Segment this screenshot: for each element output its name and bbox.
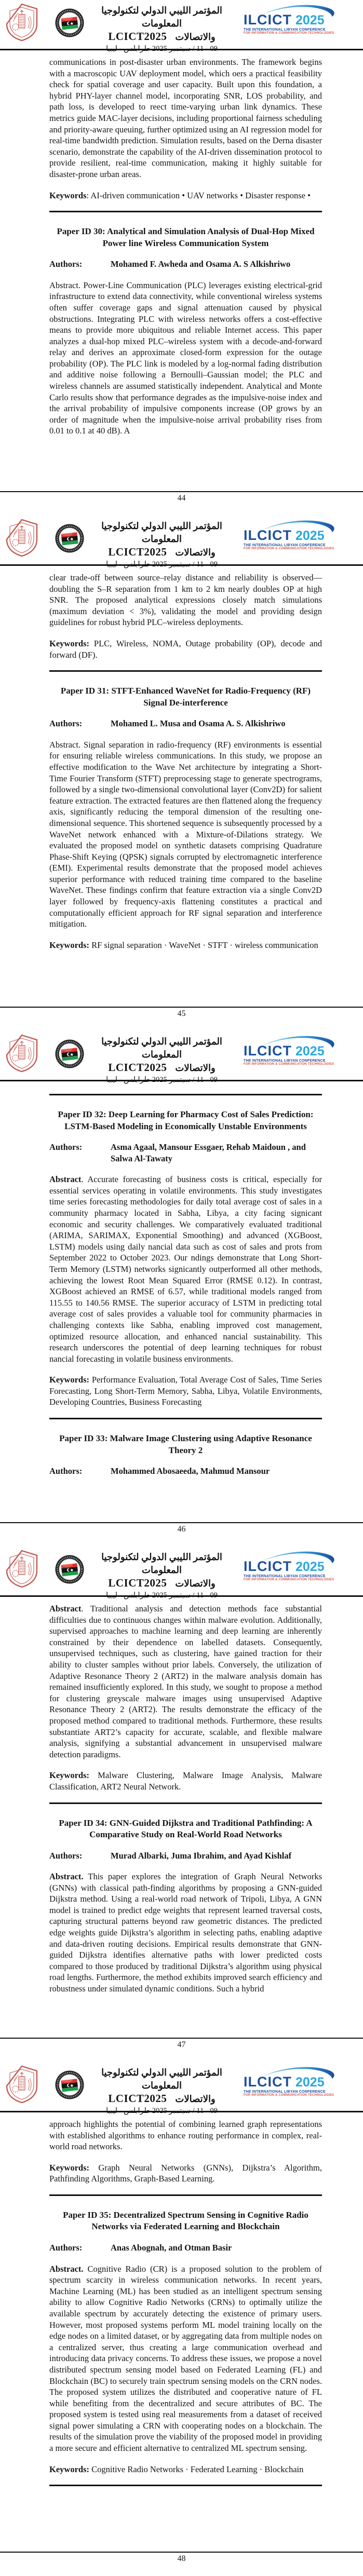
conference-title-line2 bbox=[84, 2092, 239, 2105]
abstract-text: Signal separation in radio-frequency (RF) environments is essential for ensuring reliable wireless communications. In this study, we propose an effective modification to the Wave Net architecture by integrating a Short-Time Fourier Transform (STFT) preprocessing stage to generate spectrograms, followed by a single two-dimensional convolutional layer (Conv2D) for salient feature extraction. The extracted features are then flattened along the frequency axis, significantly reducing the temporal dimension of the resulting one-dimensional sequence. This shortened sequence is subsequently processed by a WaveNet network enhanced with a Mixture-of-Dilations strategy. We evaluated the proposed model on synthetic datasets comprising Quadrature Phase-Shift Keying (QPSK) signals corrupted by electromagnetic interference (EMI). Experimental results demonstrate that the proposed model achieves superior performance with reduced training time compared to the baseline WaveNet. These findings confirm that feature extraction via a single Conv2D layer followed by frequency-axis flattening constitutes a practical and computationally efficient approach for RF signal separation and interference mitigation. bbox=[49, 739, 322, 929]
conference-title-arabic-line1: المؤتمر الليبي الدولي لتكنولوجيا المعلومات bbox=[101, 1552, 222, 1575]
paper-title: Paper ID 33: Malware Image Clustering using Adaptive Resonance Theory 2 bbox=[59, 1433, 312, 1455]
body-paragraph: clear trade-off between source–relay distance and reliability is observed—doubling the S–R separation from 1 km to 2 km nearly doubles OP at high SNR. The proposed analytical expressions closely match simulations (maximum deviation < 3%), validating the model and providing design guidelines for robust hybrid PLC–wireless deployments. bbox=[49, 573, 322, 628]
ilcict-tagline-2: FOR INFORMATION & COMMUNICATION TECHNOLOGIES bbox=[244, 1578, 334, 1581]
paper-title: Paper ID 30: Analytical and Simulation Analysis of Dual-Hop Mixed Power line Wireless Communication System bbox=[57, 226, 315, 248]
keywords-label: Keywords: bbox=[49, 940, 89, 950]
keywords-paragraph bbox=[49, 190, 322, 201]
abstract-paragraph bbox=[49, 280, 322, 437]
keywords-text: Malware Clustering, Malware Image Analysis, Malware Classification, ART2 Neural Network. bbox=[49, 1770, 322, 1792]
conference-header bbox=[0, 1031, 363, 1084]
abstract-text: . Traditional analysis and detection methods face substantial difficulties due to continuous changes within malware evolution. Additionally, supervised approaches to machine learning and deep learning are inherently constrained by their dependence on labelled datasets. Consequently, unsupervised techniques, such as clustering, have gained traction for their ability to cluster samples without prior labels. Conversely, the utilization of Adaptive Resonance Theory 2 (ART2) in the malware analysis domain has remained insufficiently explored. In this study, we sought to propose a method for clustering greyscale malware images using unsupervised Adaptive Resonance Theory 2 (ART2). The results demonstrate the efficacy of the proposed method compared to traditional methods. Furthermore, these results substantiate ART2’s capacity for accurate, scalable, and flexible malware analysis, signifying a substantial advancement in unsupervised malware detection paradigms. bbox=[49, 1604, 322, 1759]
page-footer bbox=[0, 1007, 363, 1031]
abstract-text: Cognitive Radio (CR) is a proposed solution to the problem of spectrum scarcity in wireless communication networks. In recent years, Machine Learning (ML) has been studied as an intelligent spectrum sensing ability to allow Cognitive Radio Networks (CRNs) to optimally utilize the available spectrum by accurately detecting the existence of primary users. However, most proposed systems perform ML model training locally on the edge nodes on a limited dataset, or by aggregating data from multiple nodes on a centralized server, thus creating a large communication overhead and introducing data privacy concerns. To address these issues, we propose a novel distributed spectrum sensing model based on Federated Learning (FL) and Blockchain (BC) to securely train spectrum sensing models on the CRN nodes. The proposed system utilizes the distributed and cooperative nature of FL while benefiting from the decentralized and secure attributes of BC. The proposed system is tested using real measurements from a dataset of received signal power simulating a CRN with cooperating nodes on a blockchain. The results of the simulation prove the viability of the proposed model in providing a more secure and efficient alternative to centralized ML spectrum sensing. bbox=[49, 2263, 322, 2453]
authors-label: Authors: bbox=[49, 2242, 83, 2253]
abstract-label: Abstract. bbox=[49, 739, 81, 750]
ilcict-tagline-2: FOR INFORMATION & COMMUNICATION TECHNOLOGIES bbox=[244, 547, 334, 550]
ilcict-swoosh-icon bbox=[254, 1035, 347, 1048]
keywords-label: Keywords: bbox=[49, 2162, 89, 2173]
conference-date: 09 - 11 / سبتمبر 2025 طرابلس - ليبيا bbox=[106, 560, 218, 568]
authors-label: Authors: bbox=[49, 718, 83, 729]
conference-title-arabic-line2: والاتصالات bbox=[175, 2094, 216, 2104]
conference-title-arabic-line2: والاتصالات bbox=[175, 32, 216, 42]
page-number: 48 bbox=[177, 2554, 186, 2563]
abstract-paragraph bbox=[49, 739, 322, 930]
keywords-paragraph bbox=[49, 940, 322, 951]
conference-title-arabic-line1: المؤتمر الليبي الدولي لتكنولوجيا المعلومات bbox=[101, 521, 222, 544]
keywords-label: Keywords: bbox=[49, 1375, 89, 1385]
authors-row bbox=[49, 1142, 322, 1164]
libya-flag-circle-logo bbox=[55, 524, 84, 553]
body-paragraph: approach highlights the potential of combining learned graph representations with established algorithms to enhance routing performance in complex, real-world road networks. bbox=[49, 2119, 322, 2152]
conference-title-block bbox=[84, 1034, 239, 1084]
university-shield-logo bbox=[5, 1550, 38, 1588]
ilcict-tagline-1: THE INTERNATIONAL LIBYAN CONFERENCE bbox=[244, 544, 326, 547]
page-46 bbox=[0, 1031, 363, 1547]
conference-title-arabic-line1: المؤتمر الليبي الدولي لتكنولوجيا المعلومات bbox=[101, 1036, 222, 1060]
conference-code: LCICT2025 bbox=[108, 1061, 167, 1074]
paper-separator bbox=[49, 1094, 322, 1095]
ilcict-year: 2025 bbox=[295, 13, 325, 28]
paper-title: Paper ID 35: Decentralized Spectrum Sensing in Cognitive Radio Networks via Federated Learning and Blockchain bbox=[63, 2209, 308, 2232]
abstract-label: Abstract bbox=[49, 1604, 82, 1614]
ilcict-name: ILCICT bbox=[244, 1558, 292, 1574]
authors-label: Authors: bbox=[49, 259, 83, 269]
abstract-label: Abstract. bbox=[49, 2263, 84, 2274]
abstract-text: . Accurate forecasting of business costs is critical, especially for essential services operating in volatile environments. This study investigates time series forecasting methodologies for daily total average cost of sales in a community pharmacy located in Sabha, Libya, a city facing signicant economic and security challenges. We comparatively evaluated traditional (ARIMA, SARIMAX, Exponential Smoothing) and advanced (XGBoost, LSTM) models using daily nancial data such as cost of sales and prots from September 2022 to October 2023. Our ndings demonstrate that Long Short-Term Memory (LSTM) networks signicantly outperformed all other methods, achieving the lowest Root Mean Squared Error (RMSE 0.12). In contrast, XGBoost achieved an RMSE of 6.57, while traditional models ranged from 115.55 to 140.56 RMSE. The superior accuracy of LSTM in predicting total average cost of sales provides a valuable tool for community pharmacies in challenging contexts like Sabha, enabling improved cost management, optimized resource allocation, and enhanced nancial sustainability. This research underscores the potential of deep learning techniques for robust nancial forecasting in volatile business environments. bbox=[49, 1174, 322, 1364]
conference-title-arabic-line2: والاتصالات bbox=[175, 547, 216, 558]
conference-title-line2 bbox=[84, 546, 239, 559]
conference-date: 09 - 11 / سبتمبر 2025 طرابلس - ليبيا bbox=[106, 2107, 218, 2115]
paper-title: Paper ID 32: Deep Learning for Pharmacy Cost of Sales Prediction: LSTM-Based Modeling in Economically Unstable Environments bbox=[58, 1109, 314, 1131]
keywords-label: Keywords bbox=[49, 190, 87, 200]
page-content bbox=[0, 50, 363, 446]
conference-title-block bbox=[84, 1550, 239, 1600]
keywords-paragraph bbox=[49, 638, 322, 660]
paper-title: Paper ID 31: STFT-Enhanced WaveNet for Radio-Frequency (RF) Signal De-interference bbox=[60, 686, 311, 708]
authors-names: Anas Abognah, and Otman Basir bbox=[111, 2242, 232, 2253]
ilcict-tagline-2: FOR INFORMATION & COMMUNICATION TECHNOLOGIES bbox=[244, 32, 334, 35]
authors-names: Mohamed F. Awheda and Osama A. S Alkishriwo bbox=[111, 259, 291, 269]
page-47 bbox=[0, 1547, 363, 2062]
conference-header bbox=[0, 1547, 363, 1597]
libya-flag-circle-logo bbox=[55, 8, 84, 37]
ilcict-year: 2025 bbox=[295, 1044, 325, 1059]
page-45 bbox=[0, 516, 363, 1031]
conference-title-arabic-line1: المؤتمر الليبي الدولي لتكنولوجيا المعلومات bbox=[101, 2067, 222, 2091]
ilcict-tagline-1: THE INTERNATIONAL LIBYAN CONFERENCE bbox=[244, 28, 326, 32]
authors-row bbox=[49, 1850, 322, 1862]
keywords-text: RF signal separation · WaveNet · STFT · wireless communication bbox=[89, 940, 318, 950]
authors-names: Murad Albarki, Juma Ibrahim, and Ayad Kishlaf bbox=[111, 1850, 292, 1861]
page-content bbox=[0, 566, 363, 960]
conference-code: LCICT2025 bbox=[108, 1577, 167, 1589]
authors-row bbox=[49, 718, 322, 729]
body-paragraph: communications in post-disaster urban environments. The framework begins with a macroscopic UAV deployment model, which oers a practical feasibility check for spatial coverage and user capacity. Built upon this foundation, a hybrid PHY-layer channel model, incorporating SNR, LOS probability, and path loss, is developed to reect time-varying urban link dynamics. These metrics guide MAC-layer decisions, including proportional fairness scheduling and priority-aware queuing, further optimized using an AI regression model for real-time bandwidth prediction. Simulation results, based on the Derna disaster scenario, demonstrate the capability of the AI-driven dissemination protocol to provide resilient, real-time communication, making it highly suitable for disaster-prone urban areas. bbox=[49, 57, 322, 179]
keywords-paragraph bbox=[49, 2162, 322, 2185]
conference-title-block bbox=[84, 3, 239, 53]
abstract-paragraph bbox=[49, 1603, 322, 1760]
page-44 bbox=[0, 0, 363, 516]
page-number: 44 bbox=[177, 494, 186, 503]
keywords-text: PLC, Wireless, NOMA, Outage probability (OP), decode and forward (DF). bbox=[49, 638, 322, 660]
keywords-label: Keywords: bbox=[49, 2464, 89, 2474]
keywords-text: Graph Neural Networks (GNNs), Dijkstra’s Algorithm, Pathfinding Algorithms, Graph-Based Learning. bbox=[49, 2162, 322, 2184]
page-footer bbox=[0, 2038, 363, 2062]
university-shield-logo bbox=[5, 1034, 38, 1073]
ilcict-tagline-2: FOR INFORMATION & COMMUNICATION TECHNOLOGIES bbox=[244, 1063, 334, 1066]
libya-flag-circle-logo bbox=[55, 2070, 84, 2099]
university-shield-logo bbox=[5, 2065, 38, 2104]
authors-label: Authors: bbox=[49, 1466, 83, 1476]
page-footer bbox=[0, 491, 363, 516]
conference-date: 09 - 11 / سبتمبر 2025 طرابلس - ليبيا bbox=[106, 1076, 218, 1084]
ilcict-logo bbox=[239, 3, 360, 35]
conference-title-line2 bbox=[84, 1061, 239, 1074]
abstract-paragraph bbox=[49, 1174, 322, 1364]
keywords-label: Keywords: bbox=[49, 638, 89, 648]
conference-date: 09 - 11 / سبتمبر 2025 طرابلس - ليبيا bbox=[106, 45, 218, 53]
authors-names: Mohammed Abosaeeda, Mahmud Mansour bbox=[111, 1466, 270, 1476]
page-footer bbox=[0, 1522, 363, 1547]
ilcict-name: ILCICT bbox=[244, 2074, 292, 2090]
conference-header bbox=[0, 0, 363, 53]
page-content bbox=[0, 2112, 363, 2500]
university-shield-logo bbox=[5, 3, 38, 42]
page-footer bbox=[0, 2552, 363, 2576]
abstract-paragraph bbox=[49, 1871, 322, 1995]
authors-row bbox=[49, 2242, 322, 2254]
ilcict-name: ILCICT bbox=[244, 12, 292, 28]
page-number: 45 bbox=[177, 1009, 186, 1018]
paper-separator bbox=[49, 2485, 322, 2486]
ilcict-swoosh-icon bbox=[254, 4, 347, 17]
conference-title-arabic-line1: المؤتمر الليبي الدولي لتكنولوجيا المعلومات bbox=[101, 5, 222, 29]
ilcict-swoosh-icon bbox=[254, 519, 347, 533]
ilcict-year: 2025 bbox=[295, 2075, 325, 2090]
conference-title-line2 bbox=[84, 30, 239, 43]
authors-label: Authors: bbox=[49, 1850, 83, 1861]
ilcict-swoosh-icon bbox=[254, 1550, 347, 1564]
ilcict-name: ILCICT bbox=[244, 527, 292, 543]
paper-separator bbox=[49, 670, 322, 672]
page-48 bbox=[0, 2062, 363, 2576]
ilcict-tagline-1: THE INTERNATIONAL LIBYAN CONFERENCE bbox=[244, 1059, 326, 1063]
keywords-label: Keywords: bbox=[49, 1770, 89, 1781]
conference-code: LCICT2025 bbox=[108, 2092, 167, 2105]
libya-flag-circle-logo bbox=[55, 1555, 84, 1584]
ilcict-tagline-2: FOR INFORMATION & COMMUNICATION TECHNOLOGIES bbox=[244, 2094, 334, 2097]
ilcict-tagline-1: THE INTERNATIONAL LIBYAN CONFERENCE bbox=[244, 2090, 326, 2094]
keywords-text: Performance Evaluation, Total Average Cost of Sales, Time Series Forecasting, Long Short-Term Memory, Sabha, Libya, Volatile Environments, Developing Countries, Business Forecasting bbox=[49, 1375, 322, 1407]
page-content bbox=[0, 1081, 363, 1487]
page-number: 47 bbox=[177, 2040, 186, 2049]
abstract-paragraph bbox=[49, 2263, 322, 2454]
abstract-text: Power-Line Communication (PLC) leverages existing electrical-grid infrastructure to extend data connectivity, while conventional wireless systems often suffer coverage gaps and signal attenuation caused by physical obstructions. Integrating PLC with wireless networks offers a cost-effective means to provide more ubiquitous and reliable Internet access. This paper analyzes a dual-hop mixed PLC–wireless system with a decode-and-forward relay and derives an approximate closed-form expression for the outage probability (OP). The PLC link is modeled by a log-normal fading distribution and additive noise following a Bernoulli–Gaussian model; the PLC and wireless channels are assumed statistically independent. Analytical and Monte Carlo results show that performance degrades as the impulsive-noise index and the arrival probability of impulsive components increase (OP grows by an order of magnitude when the impulsive-noise arrival probability rises from 0.01 to 0.1 at 40 dB). A bbox=[49, 280, 322, 436]
ilcict-year: 2025 bbox=[295, 1560, 325, 1574]
keywords-paragraph bbox=[49, 1770, 322, 1792]
conference-code: LCICT2025 bbox=[108, 546, 167, 558]
university-shield-logo bbox=[5, 519, 38, 557]
ilcict-logo bbox=[239, 1550, 360, 1581]
authors-row bbox=[49, 1466, 322, 1477]
conference-title-block bbox=[84, 2065, 239, 2116]
ilcict-name: ILCICT bbox=[244, 1043, 292, 1059]
authors-names: Asma Agaal, Mansour Essgaer, Rehab Maidoun , and Salwa Al-Tawaty bbox=[111, 1142, 306, 1163]
conference-header bbox=[0, 2062, 363, 2115]
conference-code: LCICT2025 bbox=[108, 30, 167, 43]
conference-title-arabic-line2: والاتصالات bbox=[175, 1063, 216, 1073]
page-content bbox=[0, 1597, 363, 2004]
conference-title-line2 bbox=[84, 1577, 239, 1590]
abstract-label: Abstract. bbox=[49, 280, 81, 290]
paper-separator bbox=[49, 1802, 322, 1804]
conference-title-block bbox=[84, 519, 239, 569]
keywords-paragraph bbox=[49, 1374, 322, 1408]
ilcict-logo bbox=[239, 1034, 360, 1066]
keywords-paragraph bbox=[49, 2464, 322, 2475]
paper-title: Paper ID 34: GNN-Guided Dijkstra and Traditional Pathfinding: A Comparative Study on Real-World Road Networks bbox=[59, 1818, 313, 1839]
ilcict-swoosh-icon bbox=[254, 2066, 347, 2079]
page-number: 46 bbox=[177, 1525, 186, 1534]
paper-separator bbox=[49, 2194, 322, 2196]
authors-names: Mohamed L. Musa and Osama A. S. Alkishriwo bbox=[111, 718, 286, 729]
conference-header bbox=[0, 516, 363, 566]
abstract-text: This paper explores the integration of Graph Neural Networks (GNNs) with classical path-finding algorithms by proposing a GNN-guided Dijkstra method. Using a real-world road network of Tripoli, Libya, A GNN model is trained to predict edge weights that represent learned traversal costs, capturing structural patterns beyond raw geometric distances. The predicted edge weights guide Dijkstra’s algorithm in selecting paths, enabling adaptive and data-driven routing decisions. Empirical results demonstrate that GNN-guided Dijkstra identifies alternative paths with lower predicted costs compared to those produced by traditional Dijkstra’s algorithm using physical road lengths. Furthermore, the method exhibits improved search efficiency and robustness under simulated dynamic conditions. Such a hybrid bbox=[49, 1872, 322, 1994]
ilcict-logo bbox=[239, 2065, 360, 2097]
authors-label: Authors: bbox=[49, 1142, 83, 1152]
keywords-text: : AI-driven communication • UAV networks • Disaster response • bbox=[86, 190, 311, 200]
conference-title-arabic-line2: والاتصالات bbox=[175, 1578, 216, 1589]
paper-separator bbox=[49, 1418, 322, 1419]
ilcict-year: 2025 bbox=[295, 528, 325, 543]
keywords-text: Cognitive Radio Networks · Federated Learning · Blockchain bbox=[89, 2464, 304, 2474]
paper-separator bbox=[49, 211, 322, 212]
libya-flag-circle-logo bbox=[55, 1039, 84, 1068]
abstract-label: Abstract. bbox=[49, 1872, 84, 1882]
abstract-label: Abstract bbox=[49, 1174, 82, 1185]
authors-row bbox=[49, 259, 322, 270]
ilcict-logo bbox=[239, 519, 360, 550]
ilcict-tagline-1: THE INTERNATIONAL LIBYAN CONFERENCE bbox=[244, 1575, 326, 1578]
conference-date: 09 - 11 / سبتمبر 2025 طرابلس - ليبيا bbox=[106, 1591, 218, 1599]
